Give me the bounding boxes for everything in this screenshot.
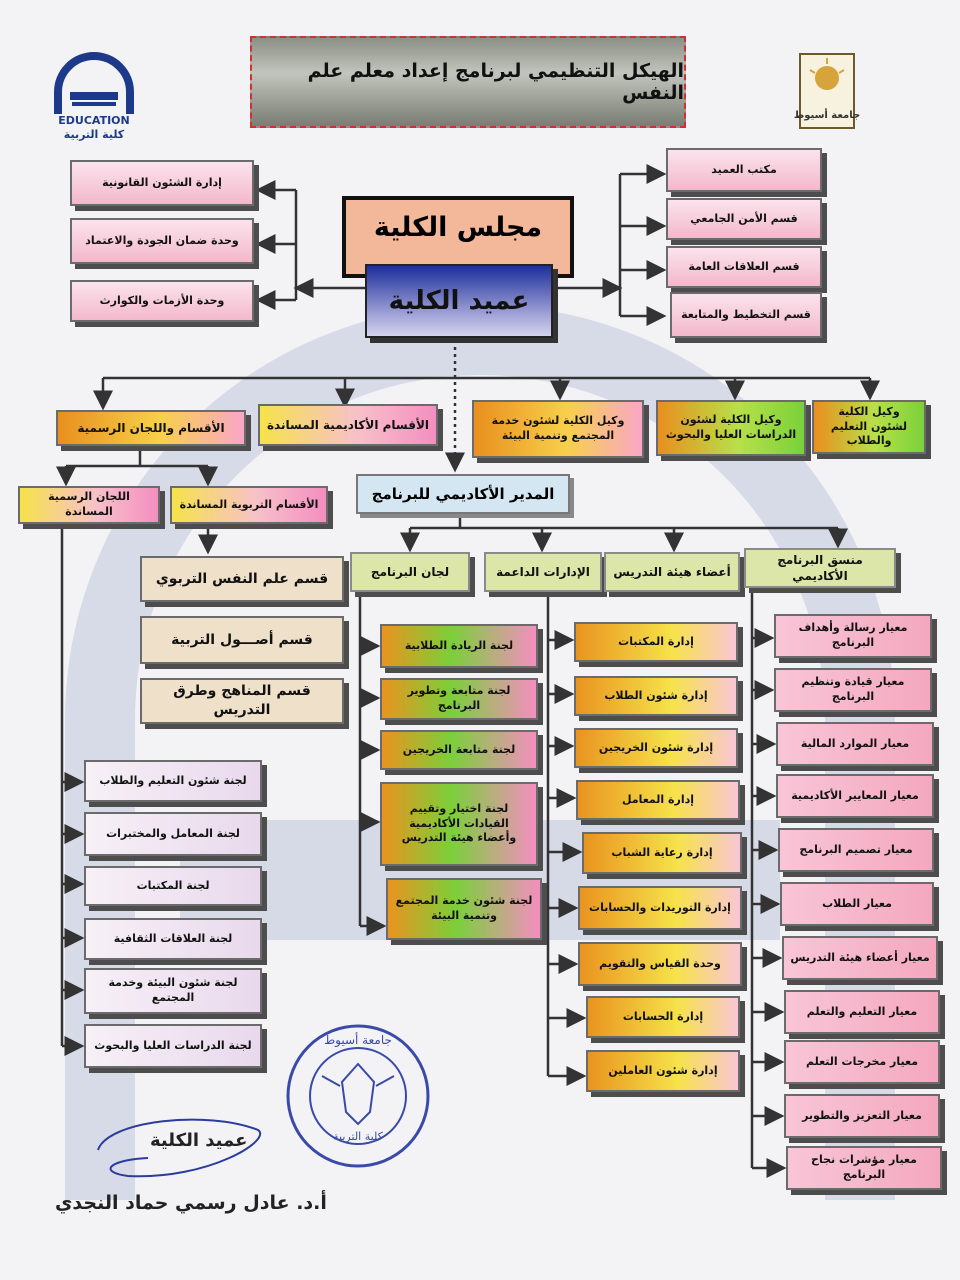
educational-departments-box: الأقسام التربوية المساندة — [170, 486, 328, 524]
support-admins-box: الإدارات الداعمة — [484, 552, 602, 592]
page-title: الهيكل التنظيمي لبرنامج إعداد معلم علم النفس — [250, 36, 686, 128]
support-departments-box: الأقسام الأكاديمية المساندة — [258, 404, 438, 446]
standard-leadership: معيار قيادة وتنظيم البرنامج — [774, 668, 932, 712]
standard-teaching-learning: معيار التعليم والتعلم — [784, 990, 940, 1034]
logo-uni-text: جامعة أسيوط — [793, 110, 861, 121]
faculty-council-box: مجلس الكلية — [342, 196, 574, 278]
standard-mission-goals: معيار رسالة وأهداف البرنامج — [774, 614, 932, 658]
admin-graduate-affairs: إدارة شئون الخريجين — [574, 728, 738, 768]
committee-graduate-studies: لجنة الدراسات العليا والبحوث — [84, 1024, 262, 1068]
admin-personnel-affairs: إدارة شئون العاملين — [586, 1050, 740, 1092]
admin-student-affairs: إدارة شئون الطلاب — [574, 676, 738, 716]
program-committees-box: لجان البرنامج — [350, 552, 470, 592]
committee-graduates-followup: لجنة متابعة الخريجين — [380, 730, 538, 770]
official-departments-box: الأقسام واللجان الرسمية — [56, 410, 246, 446]
standard-success-indicators: معيار مؤشرات نجاح البرنامج — [786, 1146, 942, 1190]
program-coordinator-box: منسق البرنامج الأكاديمي — [744, 548, 896, 588]
vice-dean-graduate-box: وكيل الكلية لشئون الدراسات العليا والبحوث — [656, 400, 806, 456]
standard-enhancement: معيار التعزيز والتطوير — [784, 1094, 940, 1138]
dean-box: عميد الكلية — [365, 264, 553, 338]
unit-campus-security: قسم الأمن الجامعي — [666, 198, 822, 240]
academic-director-box: المدير الأكاديمي للبرنامج — [356, 474, 570, 514]
committee-education-students: لجنة شئون التعليم والطلاب — [84, 760, 262, 802]
admin-youth-welfare: إدارة رعاية الشباب — [582, 832, 742, 874]
standard-program-design: معيار تصميم البرنامج — [778, 828, 934, 872]
committee-cultural-relations: لجنة العلاقات الثقافية — [84, 918, 262, 960]
unit-quality-assurance: وحدة ضمان الجودة والاعتماد — [70, 218, 254, 264]
committee-libraries: لجنة المكتبات — [84, 866, 262, 906]
committee-community-service: لجنة شئون خدمة المجتمع وتنمية البيئة — [386, 878, 542, 940]
committee-student-advising: لجنة الريادة الطلابية — [380, 624, 538, 668]
unit-crisis-management: وحدة الأزمات والكوارث — [70, 280, 254, 322]
standard-financial-resources: معيار الموارد المالية — [776, 722, 934, 766]
official-committees-box: اللجان الرسمية المساندة — [18, 486, 160, 524]
seal-text-bottom: كلية التربية — [333, 1130, 383, 1143]
admin-laboratories: إدارة المعامل — [576, 780, 740, 820]
vice-dean-community-box: وكيل الكلية لشئون خدمة المجتمع وتنمية البيئة — [472, 400, 644, 458]
official-stamp-seal — [282, 1020, 434, 1172]
logo-edu-subtext: كلية التربية — [63, 128, 125, 141]
standard-students: معيار الطلاب — [780, 882, 934, 926]
committee-program-development: لجنة متابعة وتطوير البرنامج — [380, 678, 538, 720]
standard-academic-standards: معيار المعايير الأكاديمية — [776, 774, 934, 818]
dept-foundations-of-education: قسم أصـــول التربية — [140, 616, 344, 664]
committee-labs: لجنة المعامل والمختبرات — [84, 812, 262, 856]
committee-leadership-evaluation: لجنة اختيار وتقييم القيادات الأكاديمية وأعضاء هيئة التدريس — [380, 782, 538, 866]
vice-dean-education-box: وكيل الكلية لشئون التعليم والطلاب — [812, 400, 926, 454]
dept-curricula-teaching-methods: قسم المناهج وطرق التدريس — [140, 678, 344, 724]
unit-public-relations: قسم العلاقات العامة — [666, 246, 822, 288]
teaching-staff-box: أعضاء هيئة التدريس — [604, 552, 740, 592]
dept-educational-psychology: قسم علم النفس التربوي — [140, 556, 344, 602]
unit-planning-followup: قسم التخطيط والمتابعة — [670, 292, 822, 338]
admin-libraries: إدارة المكتبات — [574, 622, 738, 662]
admin-accounts: إدارة الحسابات — [586, 996, 740, 1038]
unit-legal-affairs: إدارة الشئون القانونية — [70, 160, 254, 206]
unit-measurement-evaluation: وحدة القياس والتقويم — [578, 942, 742, 986]
standard-learning-outcomes: معيار مخرجات التعلم — [784, 1040, 940, 1084]
seal-text-top: جامعة أسيوط — [324, 1033, 392, 1047]
unit-dean-office: مكتب العميد — [666, 148, 822, 192]
admin-supplies-accounts: إدارة التوريدات والحسابات — [578, 886, 742, 930]
standard-faculty-members: معيار أعضاء هيئة التدريس — [782, 936, 938, 980]
committee-environment-community: لجنة شئون البيئة وخدمة المجتمع — [84, 968, 262, 1014]
signature-name: أ.د. عادل رسمي حماد النجدي — [55, 1192, 327, 1214]
signature-title: عميد الكلية — [150, 1130, 248, 1151]
logo-edu-text: EDUCATION — [58, 114, 130, 127]
